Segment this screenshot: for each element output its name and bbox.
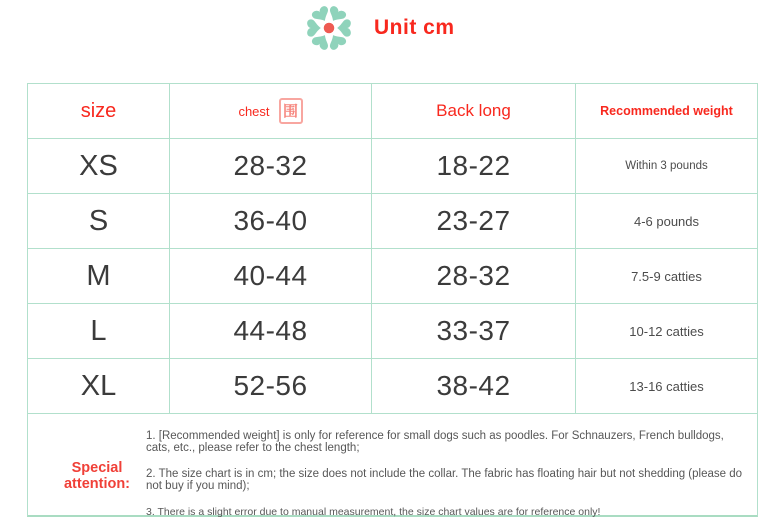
table-row-m-chest: 40-44 — [170, 249, 372, 304]
table-row-xs-back: 18-22 — [372, 139, 576, 194]
table-row-s-size: S — [28, 194, 170, 249]
flower-icon — [305, 4, 353, 52]
size-chart — [27, 83, 758, 517]
column-header-size: size — [28, 84, 170, 139]
column-header-chest — [170, 84, 372, 139]
table-row-xl-chest: 52-56 — [170, 359, 372, 414]
column-header-recommended-weight: Recommended weight — [576, 84, 757, 139]
unit-label: Unit cm — [374, 16, 455, 39]
table-row-xl-back: 38-42 — [372, 359, 576, 414]
column-header-back-long: Back long — [372, 84, 576, 139]
table-row-xs-chest: 28-32 — [170, 139, 372, 194]
note-item-2: 2. The size chart is in cm; the size does not include the collar. The fabric has floating hair but not shedding (please do not buy if you mind); — [146, 468, 743, 492]
table-row-m-weight: 7.5-9 catties — [576, 249, 757, 304]
table-row-xs-weight: Within 3 pounds — [576, 139, 757, 194]
page-header — [0, 0, 773, 60]
note-item-3: 3. There is a slight error due to manual measurement, the size chart values are for reference only! — [146, 506, 601, 518]
special-attention-section — [28, 414, 757, 518]
table-row-xs-size: XS — [28, 139, 170, 194]
size-chart-grid — [28, 84, 757, 414]
table-row-m-size: M — [28, 249, 170, 304]
notes-list — [146, 430, 751, 532]
note-item-1: 1. [Recommended weight] is only for reference for small dogs such as poodles. For Schnauzers, French bulldogs, cats, etc., please refer to the chest length; — [146, 430, 724, 454]
column-header-chest-label: chest — [238, 103, 270, 119]
table-row-l-chest: 44-48 — [170, 304, 372, 359]
table-row-xl-size: XL — [28, 359, 170, 414]
table-row-s-chest: 36-40 — [170, 194, 372, 249]
table-row-s-weight: 4-6 pounds — [576, 194, 757, 249]
table-row-xl-weight: 13-16 catties — [576, 359, 757, 414]
special-attention-label: Special attention: — [63, 460, 131, 492]
table-row-l-size: L — [28, 304, 170, 359]
chest-girth-stamp-icon: 围 — [279, 98, 303, 124]
table-row-m-back: 28-32 — [372, 249, 576, 304]
table-row-l-back: 33-37 — [372, 304, 576, 359]
table-row-s-back: 23-27 — [372, 194, 576, 249]
table-row-l-weight: 10-12 catties — [576, 304, 757, 359]
